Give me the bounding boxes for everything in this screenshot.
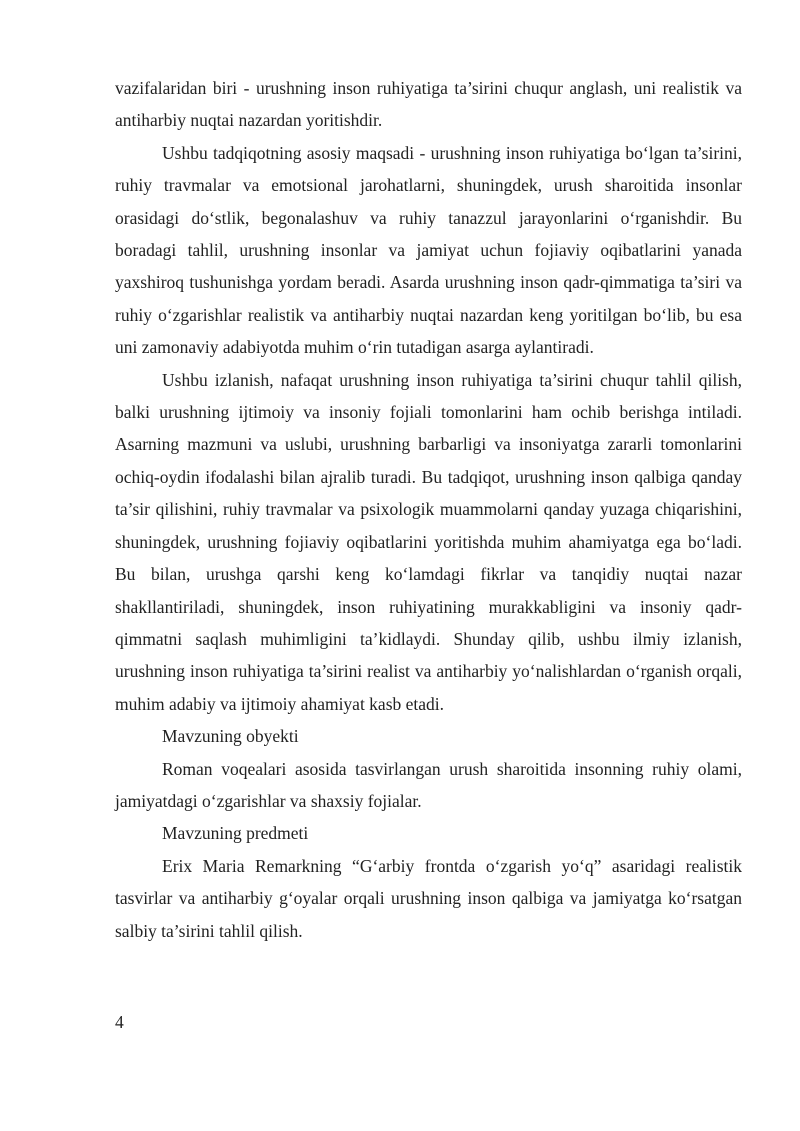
paragraph-purpose: Ushbu tadqiqotning asosiy maqsadi - urushning inson ruhiyatiga boʻlgan ta’sirini, ruhiy travmalar va emotsional jarohatlarni, shuningdek, urush sharoitida insonlar orasidagi doʻstlik, begonalashuv va ruhiy tanazzul jarayonlarini oʻrganishdir. Bu boradagi tahlil, urushning insonlar va jamiyat uchun fojiaviy oqibatlarini yanada yaxshiroq tushunishga yordam beradi. Asarda urushning inson qadr-qimmatiga ta’siri va ruhiy oʻzgarishlar realistik va antiharbiy nuqtai nazardan keng yoritilgan boʻlib, bu esa uni zamonaviy adabiyotda muhim oʻrin tutadigan asarga aylantiradi. xyxy=(115,142,742,358)
paragraph-object: Roman voqealari asosida tasvirlangan urush sharoitida insonning ruhiy olami, jamiyatdagi oʻzgarishlar va shaxsiy fojialar. xyxy=(115,758,742,811)
page-number: 4 xyxy=(115,1012,124,1032)
heading-subject: Mavzuning predmeti xyxy=(162,823,309,844)
page-body xyxy=(115,72,742,947)
paragraph-research: Ushbu izlanish, nafaqat urushning inson ruhiyatiga ta’sirini chuqur tahlil qilish, balki urushning ijtimoiy va insoniy fojiali tomonlarini ham ochib berishga intiladi. Asarning mazmuni va uslubi, urushning barbarligi va insoniyatga zararli tomonlarini ochiq-oydin ifodalashi bilan ajralib turadi. Bu tadqiqot, urushning inson qalbiga qanday ta’sir qilishini, ruhiy travmalar va psixologik muammolarni qanday yuzaga chiqarishini, shuningdek, urushning fojiaviy oqibatlarini yoritishda muhim ahamiyatga ega boʻladi. Bu bilan, urushga qarshi keng koʻlamdagi fikrlar va tanqidiy nuqtai nazar shakllantiriladi, shuningdek, inson ruhiyatining murakkabligini va insoniy qadr-qimmatni saqlash muhimligini ta’kidlaydi. Shunday qilib, ushbu ilmiy izlanish, urushning inson ruhiyatiga ta’sirini realist va antiharbiy yoʻnalishlardan oʻrganish orqali, muhim adabiy va ijtimoiy ahamiyat kasb etadi. xyxy=(115,369,742,714)
heading-object: Mavzuning obyekti xyxy=(162,726,299,747)
paragraph-continuation: vazifalaridan biri - urushning inson ruhiyatiga ta’sirini chuqur anglash, uni realistik va antiharbiy nuqtai nazardan yoritishdir. xyxy=(115,78,742,131)
paragraph-subject: Erix Maria Remarkning “Gʻarbiy frontda oʻzgarish yoʻq” asaridagi realistik tasvirlar va antiharbiy gʻoyalar orqali urushning inson qalbiga va jamiyatga koʻrsatgan salbiy ta’sirini tahlil qilish. xyxy=(115,855,742,941)
